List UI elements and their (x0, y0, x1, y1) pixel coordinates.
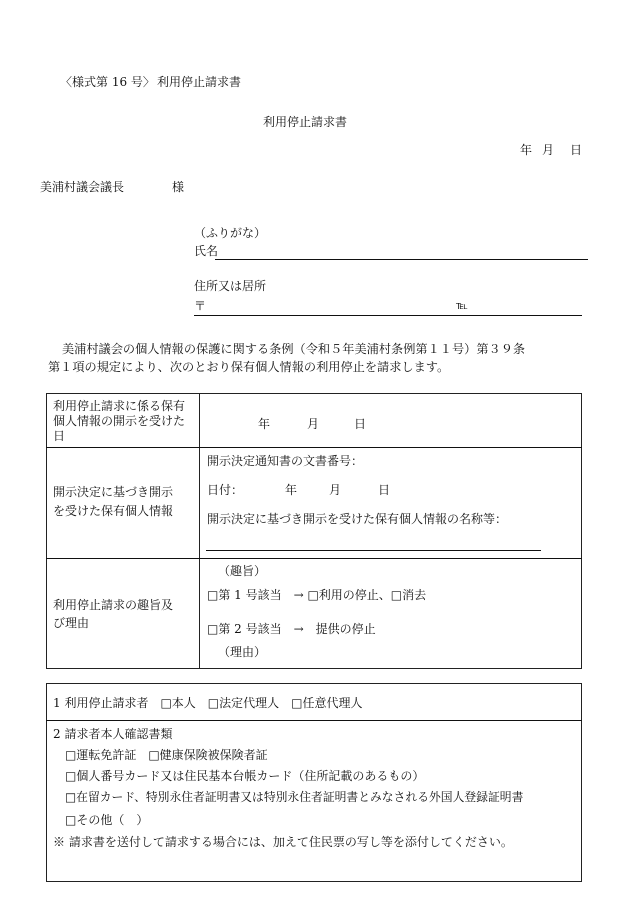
row2-label-line-2: を受けた保有個人情報 (53, 504, 174, 518)
form-number: 〈様式第 16 号〉 (60, 75, 155, 89)
doc-number-label: 開示決定通知書の文書番号： (207, 454, 364, 468)
name-field-line (215, 259, 588, 260)
option-1: □第 1 号該当 → □利用の停止、□消去 (207, 588, 427, 602)
row1-label-line-1: 利用停止請求に係る保有 (53, 399, 186, 413)
row1-year: 年 (258, 417, 271, 431)
row1-month: 月 (307, 417, 320, 431)
table-row-divider-1 (46, 447, 582, 448)
furigana-label: （ふりがな） (194, 226, 267, 240)
row1-label-line-2: 個人情報の開示を受けた (53, 414, 186, 428)
address-field-line (194, 315, 582, 316)
form-title: 利用停止請求書 (157, 75, 242, 89)
row3-label-line-2: び理由 (53, 616, 90, 630)
row1-day: 日 (354, 417, 367, 431)
addressee: 美浦村議会議長 (40, 180, 125, 194)
date-day: 日 (570, 143, 583, 157)
name-label: 氏名 (194, 244, 219, 258)
id-doc-4: □その他（ ） (65, 813, 149, 827)
info-name-label: 開示決定に基づき開示を受けた保有個人情報の名称等： (207, 512, 508, 526)
date-label: 日付： (207, 483, 244, 497)
id-doc-3: □在留カード、特別永住者証明書又は特別永住者証明書とみなされる外国人登録証明書 (65, 790, 524, 804)
note: ※ 請求書を送付して請求する場合には、加えて住民票の写し等を添付してください。 (53, 835, 513, 849)
row2-label-line-1: 開示決定に基づき開示 (53, 485, 174, 499)
requester-box-divider (46, 720, 582, 721)
postal-mark: 〒 (194, 299, 207, 313)
row1-label (53, 399, 185, 444)
page-title: 利用停止請求書 (263, 115, 348, 129)
intro-line-1: 美浦村議会の個人情報の保護に関する条例（令和５年美浦村条例第１１号）第３９条 (62, 342, 526, 356)
table-row-divider-2 (46, 558, 582, 559)
row2-year: 年 (285, 483, 298, 497)
date-year: 年 (520, 143, 533, 157)
tel-mark: ℡ (456, 299, 468, 312)
address-label: 住所又は居所 (194, 279, 267, 293)
table-column-divider (199, 393, 200, 669)
row2-month: 月 (329, 483, 342, 497)
option-2: □第 2 号該当 → 提供の停止 (207, 622, 376, 636)
intro-line-2: 第１項の規定により、次のとおり保有個人情報の利用停止を請求します。 (48, 360, 450, 374)
id-docs-heading: 2 請求者本人確認書類 (53, 727, 173, 741)
purpose-heading: （趣旨） (218, 564, 267, 578)
id-doc-2: □個人番号カード又は住民基本台帳カード（住所記載のあるもの） (65, 769, 425, 783)
row1-label-line-3: 日 (53, 429, 66, 443)
row3-label-line-1: 利用停止請求の趣旨及 (53, 598, 174, 612)
info-name-line (206, 550, 541, 551)
honorific: 様 (172, 180, 185, 194)
row2-day: 日 (378, 483, 391, 497)
reason-heading: （理由） (218, 645, 267, 659)
date-month: 月 (542, 143, 555, 157)
requester-line: 1 利用停止請求者 □本人 □法定代理人 □任意代理人 (53, 696, 363, 710)
id-doc-1: □運転免許証 □健康保険被保険者証 (65, 748, 268, 762)
